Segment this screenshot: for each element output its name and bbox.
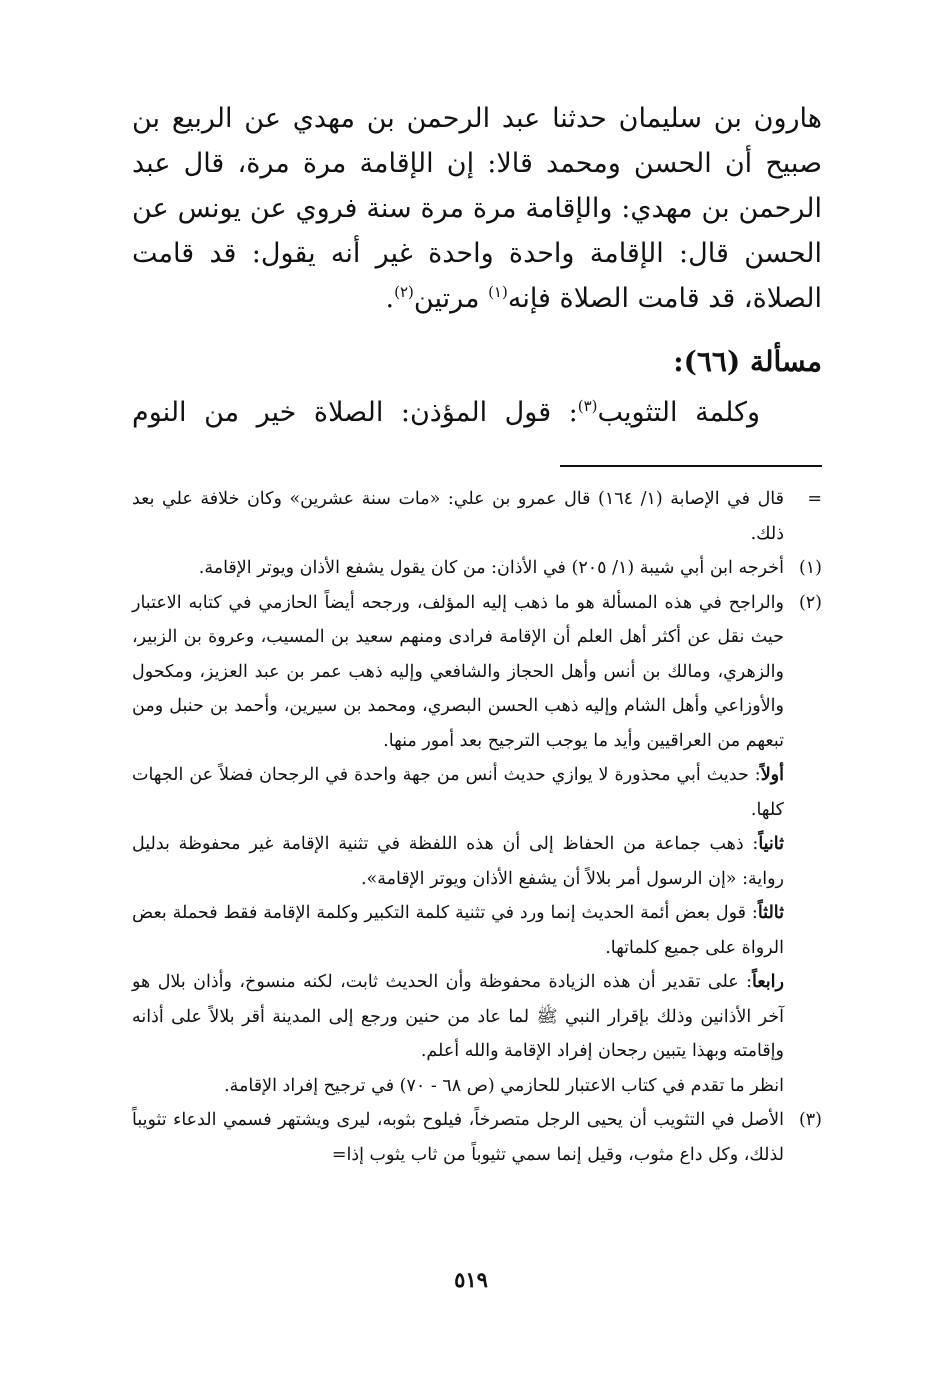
footnote-text: قال في الإصابة (١/ ١٦٤) قال عمرو بن علي: «مات سنة عشرين» وكان خلافة علي بعد ذلك. [132,489,784,544]
page-number: ٥١٩ [454,1267,488,1292]
section-heading: مسألة (٦٦): [673,345,822,378]
paragraph-1-tail: مرتين [413,283,489,314]
footnote-1 [132,551,822,586]
footnote-divider [560,465,822,467]
footnote-point-3 [132,896,784,965]
footnote-point-2 [132,827,784,896]
footnote-marker: (٣) [798,1110,822,1130]
footnote-2 [132,586,822,1104]
footnote-text: الأصل في التثويب أن يحيى الرجل متصرخاً، فيلوح بثوبه، ليرى ويشتهر فسمي الدعاء تثويباً لذلك، وكل داع مثوب، وقيل إنما سمي تثيوباً من ثاب يثوب إذا= [132,1110,784,1165]
footnote-ref-2: (٢) [394,283,414,301]
point-lead: أولاً [760,765,784,785]
point-lead: ثانياً [758,834,784,854]
footnote-ref-3: (٣) [577,397,598,415]
main-paragraph [132,96,822,321]
footnote-ref-1: (١) [488,283,508,301]
point-lead: ثالثاً [757,903,784,923]
footnote-continued [132,482,822,551]
footnotes [132,482,822,1172]
point-lead: رابعاً [752,972,784,992]
point-text: : قول بعض أئمة الحديث إنما ورد في تثنية كلمة التكبير وكلمة الإقامة فقط فحملة بعض الرواة على جميع كلماتها. [132,903,784,958]
second-paragraph [132,390,760,435]
body-text [132,96,822,321]
point-text: : على تقدير أن هذه الزيادة محفوظة وأن الحديث ثابت، لكنه منسوخ، وأذان بلال هو آخر الأذانين وذلك بإقرار النبي ﷺ لما عاد من حنين ورجع إلى المدينة أقر بلالاً على أذانه وإقامته وبهذا يتبين رجحان إفراد الإقامة والله أعلم. [132,972,784,1061]
footnote-body [132,586,784,1104]
footnote-text: والراجح في هذه المسألة هو ما ذهب إليه المؤلف، ورجحه أيضاً الحازمي في كتابه الاعتبار حيث نقل عن أكثر أهل العلم أن الإقامة فرادى ومنهم سعيد بن المسيب، وعروة بن الزبير، والزهري، ومالك بن أنس وأهل الحجاز والشافعي وإليه ذهب عمر بن عبد العزيز، ومكحول والأوزاعي وأهل الشام وإليه ذهب الحسن البصري، ومحمد بن سيرين، وأحمد بن حنبل ومن تبعهم من العراقيين وأيد ما يوجب الترجيح بعد أمور منها. [132,592,784,751]
footnote-point-1 [132,758,784,827]
paragraph-1-end: . [385,283,395,314]
footnote-marker: (١) [798,558,822,578]
footnote-closing: انظر ما تقدم في كتاب الاعتبار للحازمي (ص ٦٨ - ٧٠) في ترجيح إفراد الإقامة. [224,1075,784,1096]
footnote-point-4 [132,965,784,1069]
footnote-marker: (٢) [798,592,822,613]
footnote-marker: = [807,489,822,509]
point-text: : حديث أبي محذورة لا يوازي حديث أنس من جهة واحدة في الرجحان فضلاً عن الجهات كلها. [132,765,784,820]
paragraph-1: هارون بن سليمان حدثنا عبد الرحمن بن مهدي عن الربيع بن صبيح أن الحسن ومحمد قالا: إن الإقامة مرة مرة، قال عبد الرحمن بن مهدي: والإقامة مرة مرة سنة فروي عن يونس عن الحسن قال: الإقامة واحدة واحدة غير أنه يقول: قد قامت الصلاة، قد قامت الصلاة فإنه [132,103,822,314]
paragraph-2: : قول المؤذن: الصلاة خير من النوم [132,397,578,428]
point-text: : ذهب جماعة من الحفاظ إلى أن هذه اللفظة في تثنية الإقامة غير محفوظة بدليل رواية: «إن الرسول أمر بلالاً أن يشفع الأذان ويوتر الإقامة». [132,834,784,889]
paragraph-2-head: وكلمة التثويب [597,397,760,428]
footnote-text: أخرجه ابن أبي شيبة (١/ ٢٠٥) في الأذان: من كان يقول يشفع الأذان ويوتر الإقامة. [198,558,784,578]
footnote-3 [132,1103,822,1172]
